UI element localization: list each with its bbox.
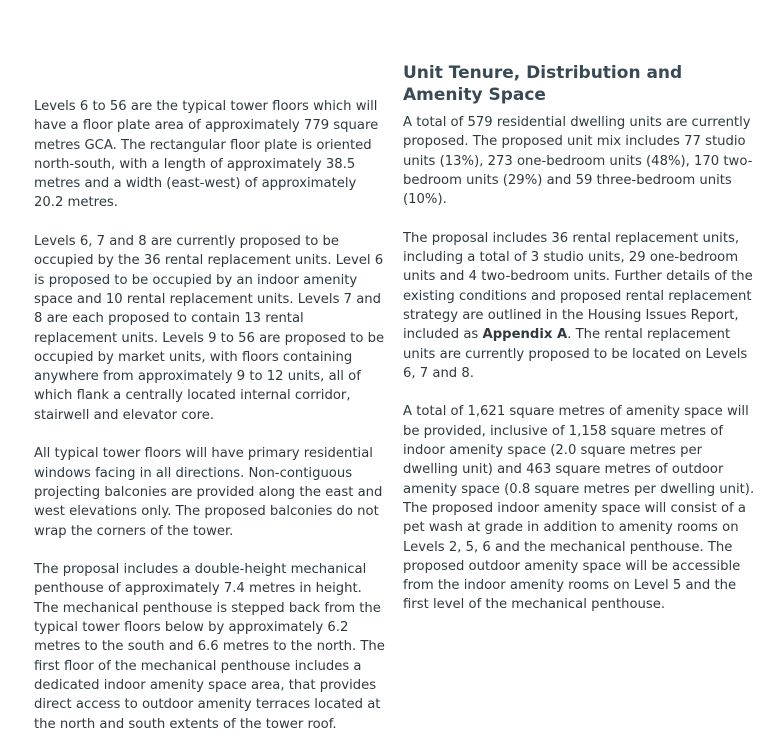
section-heading: Unit Tenure, Distribution and Amenity Space bbox=[403, 63, 683, 105]
right-column bbox=[403, 62, 755, 634]
paragraph-rental-replacement bbox=[403, 229, 755, 383]
paragraph-amenity-space: A total of 1,621 square metres of amenity space will be provided, inclusive of 1,158 square metres of indoor amenity space (2.0 square metres per dwelling unit) and 463 square metres of outdoor amenity space (0.8 square metres per dwelling unit). The proposed indoor amenity space will consist of a pet wash at grade in addition to amenity rooms on Levels 2, 5, 6 and the mechanical penthouse. The proposed outdoor amenity space will be accessible from the indoor amenity rooms on Level 5 and the first level of the mechanical penthouse. bbox=[403, 404, 755, 613]
paragraph-floor-plate: Levels 6 to 56 are the typical tower floors which will have a floor plate area of approximately 779 square metres GCA. The rectangular floor plate is oriented north-south, with a length of approximately 38.5 metres and a width (east-west) of approximately 20.2 metres. bbox=[34, 99, 379, 211]
paragraph-windows-balconies: All typical tower floors will have primary residential windows facing in all directions. Non-contiguous projecting balconies are provided along the east and west elevations only. The proposed balconies do not wrap the corners of the tower. bbox=[34, 446, 383, 539]
paragraph-rental-levels: Levels 6, 7 and 8 are currently proposed to be occupied by the 36 rental replacement units. Level 6 is proposed to be occupied by an indoor amenity space and 10 rental replacement units. Levels 7 and 8 are each proposed to contain 13 rental replacement units. Levels 9 to 56 are proposed to be occupied by market units, with floors containing anywhere from approximately 9 to 12 units, all of which flank a centrally located internal corridor, stairwell and elevator core. bbox=[34, 234, 385, 423]
paragraph-mechanical-penthouse: The proposal includes a double-height mechanical penthouse of approximately 7.4 metres in height. The mechanical penthouse is stepped back from the typical tower floors below by approximately 6.2 metres to the south and 6.6 metres to the north. The first floor of the mechanical penthouse includes a dedicated indoor amenity space area, that provides direct access to outdoor amenity terraces located at the north and south extents of the tower roof. bbox=[34, 562, 385, 732]
paragraph-unit-mix: A total of 579 residential dwelling units are currently proposed. The proposed unit mix includes 77 studio units (13%), 273 one-bedroom units (48%), 170 two-bedroom units (29%) and 59 three-bedroom units (10%). bbox=[403, 115, 753, 208]
paragraph-rental-text-before: The proposal includes 36 rental replacement units, including a total of 3 studio units, 29 one-bedroom units and 4 two-bedroom units. Further details of the existing conditions and proposed rental replacement strategy are outlined in the Housing Issues Report, included as bbox=[403, 230, 753, 343]
appendix-a-reference: Appendix A bbox=[482, 327, 568, 343]
paragraph-rental-text-after: . The rental replacement units are currently proposed to be located on Levels 6, 7 and 8. bbox=[403, 327, 748, 381]
left-column bbox=[34, 97, 386, 753]
